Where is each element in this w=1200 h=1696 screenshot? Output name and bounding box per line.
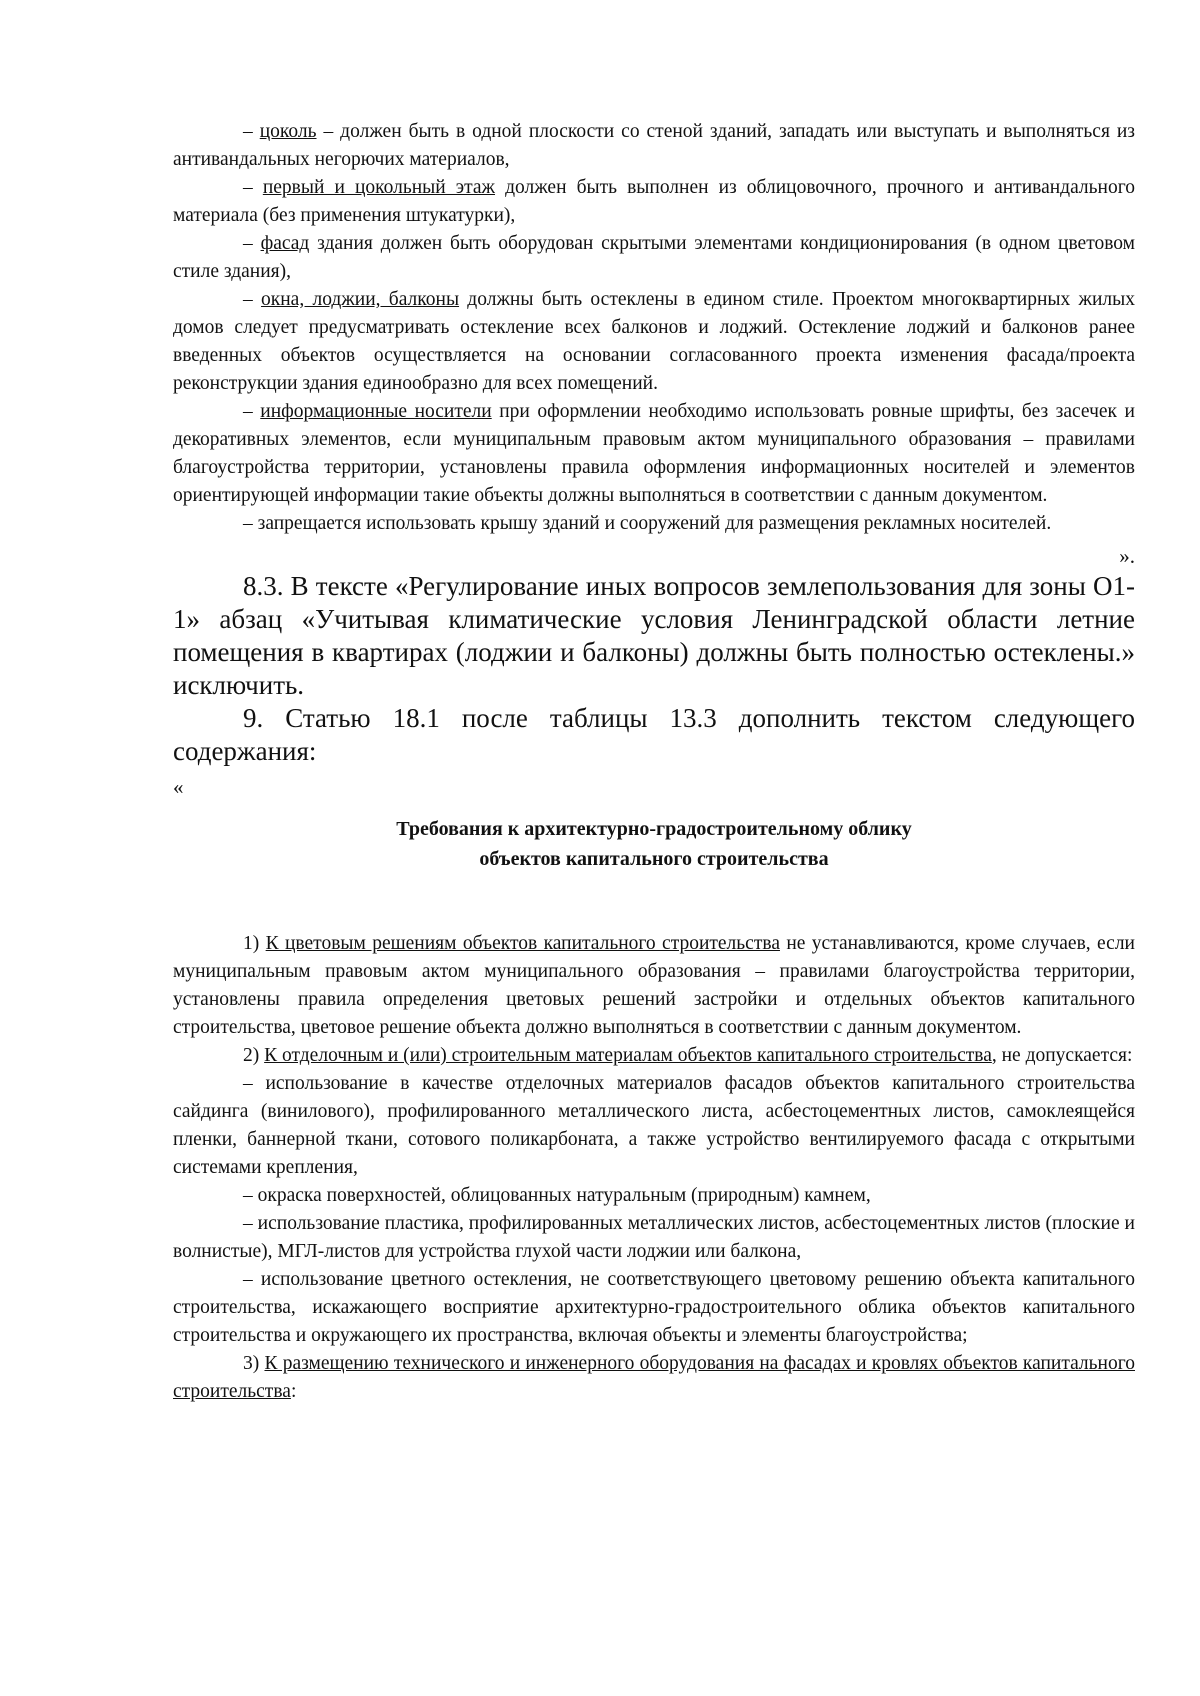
requirement-number: 1): [243, 933, 266, 954]
dash: –: [243, 177, 263, 198]
list-item-info-carriers: [173, 398, 1135, 510]
list-item-finishing-materials: – использование в качестве отделочных материалов фасадов объектов капитального строительства сайдинга (винилового), профилированного металлического листа, асбестоцементных листов, самоклеящейся пленки, баннерной ткани, сотового поликарбоната, а также устройство вентилируемого фасада с открытыми системами крепления,: [173, 1073, 1135, 1178]
list-item-facade: [173, 230, 1135, 286]
requirement-number: 2): [243, 1045, 265, 1066]
list-item-first-floor: [173, 174, 1135, 230]
requirement-text: , не допускается:: [991, 1045, 1133, 1066]
item-text: должен быть выполнен из облицовочного, прочного и антивандального материала (без применения штукатурки),: [173, 177, 1135, 226]
item-text: при оформлении необходимо использовать ровные шрифты, без засечек и декоративных элементов, если муниципальным правовым актом муниципального образования – правилами благоустройства территории, установлены правила оформления информационных носителей и элементов ориентирующей информации такие объекты должны выполняться в соответствии с данным документом.: [173, 401, 1135, 506]
dash: –: [243, 513, 258, 534]
paragraph-9: 9. Статью 18.1 после таблицы 13.3 дополнить текстом следующего содержания:: [173, 703, 1135, 766]
dash: –: [243, 121, 260, 142]
section-title: [173, 814, 1135, 874]
underlined-term: фасад: [260, 233, 310, 254]
list-item-windows: [173, 286, 1135, 398]
requirement-text: :: [290, 1381, 297, 1402]
list-item-plastic-sheets: – использование пластика, профилированных металлических листов, асбестоцементных листов (плоские и волнистые), МГЛ-листов для устройства глухой части лоджии или балкона,: [173, 1213, 1135, 1262]
list-item-roof-ads: [173, 510, 1135, 538]
underlined-heading: К размещению технического и инженерного оборудования на фасадах и кровлях объектов капитального строительства: [173, 1353, 1135, 1402]
underlined-term: первый и цокольный этаж: [262, 177, 496, 198]
dash: –: [243, 233, 261, 254]
underlined-heading: К цветовым решениям объектов капитального строительства: [265, 933, 780, 954]
opening-quote: «: [173, 775, 184, 799]
item-text: – должен быть в одной плоскости со стеной зданий, западать или выступать и выполняться из антивандальных негорючих материалов,: [173, 121, 1136, 170]
list-item-plinth: [173, 118, 1135, 174]
section-title-line-1: Требования к архитектурно-градостроительному облику: [396, 818, 912, 840]
list-item-colored-glazing: – использование цветного остекления, не соответствующего цветовому решению объекта капитального строительства, искажающего восприятие архитектурно-градостроительного облика объектов капитального строительства и окружающего их пространства, включая объекты и элементы благоустройства;: [173, 1269, 1135, 1346]
underlined-heading: К отделочным и (или) строительным материалам объектов капитального строительства: [264, 1045, 992, 1066]
underlined-term: окна, лоджии, балконы: [261, 289, 460, 310]
closing-quote: ».: [1119, 544, 1135, 568]
requirement-3: [173, 1350, 1135, 1406]
dash: –: [243, 289, 262, 310]
requirement-1: [173, 930, 1135, 1042]
paragraph-8-3: 8.3. В тексте «Регулирование иных вопросов землепользования для зоны О1-1» абзац «Учитывая климатические условия Ленинградской области летние помещения в квартирах (лоджии и балконы) должны быть полностью остеклены.» исключить.: [173, 571, 1135, 700]
dash: –: [243, 401, 261, 422]
requirement-2: [173, 1042, 1135, 1070]
underlined-term: цоколь: [259, 121, 317, 142]
item-text: запрещается использовать крышу зданий и сооружений для размещения рекламных носителей.: [257, 513, 1052, 534]
list-item-stone-painting: – окраска поверхностей, облицованных натуральным (природным) камнем,: [243, 1185, 871, 1206]
underlined-term: информационные носители: [260, 401, 492, 422]
item-text: должны быть остеклены в едином стиле. Проектом многоквартирных жилых домов следует предусматривать остекление всех балконов и лоджий. Остекление лоджий и балконов ранее введенных объектов осуществляется на основании согласованного проекта изменения фасада/проекта реконструкции здания единообразно для всех помещений.: [173, 289, 1135, 394]
requirement-number: 3): [243, 1353, 265, 1374]
document-page: [173, 118, 1135, 1406]
section-title-line-2: объектов капитального строительства: [479, 848, 829, 870]
requirement-text: не устанавливаются, кроме случаев, если муниципальным правовым актом муниципального образования – правилами благоустройства территории, установлены правила определения цветовых решений застройки и отдельных объектов капитального строительства, цветовое решение объекта должно выполняться в соответствии с данным документом.: [173, 933, 1135, 1038]
item-text: здания должен быть оборудован скрытыми элементами кондиционирования (в одном цветовом стиле здания),: [173, 233, 1135, 282]
